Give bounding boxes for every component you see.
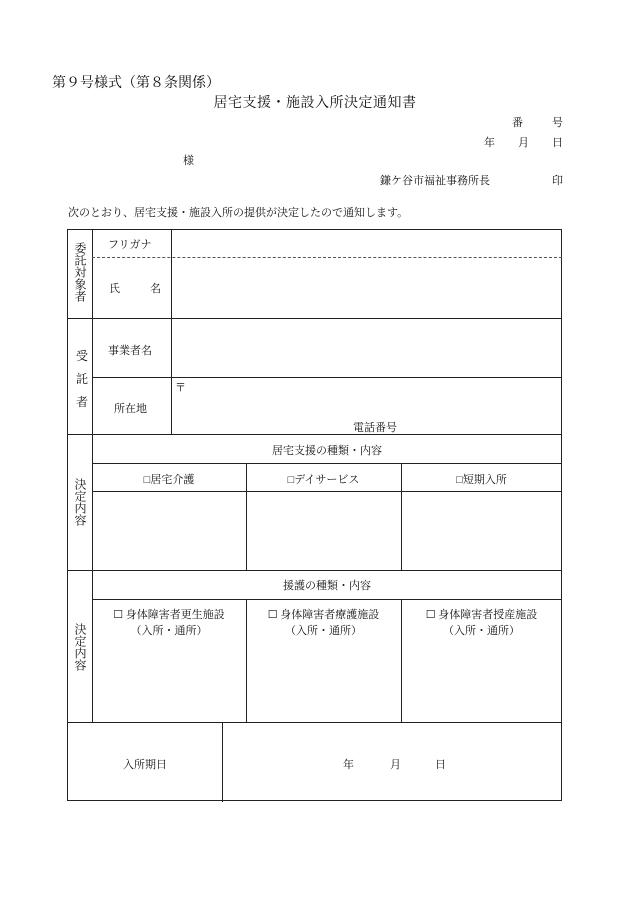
intro-text: 次のとおり、居宅支援・施設入所の提供が決定したので通知します。 — [68, 207, 409, 219]
option-nursing-facility-sub: （入所・通所） — [285, 625, 362, 637]
option-nursing-facility[interactable]: ☐ 身体障害者療護施設 — [267, 609, 380, 621]
divider — [92, 491, 562, 492]
divider — [92, 463, 562, 464]
contractor-section-label-3: 者 — [76, 395, 89, 409]
divider — [68, 722, 562, 723]
admission-year-label: 年 — [343, 759, 354, 771]
divider — [92, 318, 93, 434]
home-support-heading: 居宅支援の種類・内容 — [272, 445, 382, 457]
option-rehab-facility-sub: （入所・通所） — [130, 625, 208, 637]
form-number-label: 第９号様式（第８条関係） — [52, 76, 220, 91]
doc-number-label-2: 号 — [552, 117, 563, 129]
divider — [222, 722, 223, 802]
phone-label: 電話番号 — [353, 422, 397, 434]
contractor-section-label-1: 受 — [76, 349, 89, 363]
option-day-service[interactable]: □デイサービス — [287, 474, 360, 486]
option-workshop-facility-sub: （入所・通所） — [443, 625, 520, 637]
divider — [171, 318, 172, 434]
divider — [92, 230, 93, 318]
doc-number-label-1: 番 — [512, 117, 523, 129]
admission-date-label: 入所期日 — [123, 759, 167, 771]
admission-month-label: 月 — [390, 759, 401, 771]
divider — [68, 434, 562, 435]
divider — [92, 377, 562, 378]
admission-day-label: 日 — [435, 759, 446, 771]
facility-heading: 援護の種類・内容 — [283, 580, 371, 592]
option-home-care[interactable]: □居宅介護 — [143, 474, 195, 486]
date-day-label: 日 — [552, 137, 563, 149]
address-label: 所在地 — [114, 403, 147, 415]
seal-mark: 印 — [552, 175, 563, 187]
furigana-label: フリガナ — [108, 239, 152, 251]
divider — [68, 570, 562, 571]
issuer-name: 鎌ケ谷市福祉事務所長 — [380, 175, 490, 187]
postal-mark: 〒 — [175, 382, 186, 394]
client-section-label: 委託対象者 — [73, 242, 87, 302]
addressee-suffix: 様 — [183, 155, 194, 167]
option-short-stay[interactable]: □短期入所 — [456, 474, 507, 486]
divider — [171, 230, 172, 318]
date-month-label: 月 — [518, 137, 529, 149]
contractor-section-label-2: 託 — [76, 372, 89, 386]
divider — [92, 599, 562, 600]
decision-table — [67, 229, 562, 801]
option-workshop-facility[interactable]: ☐ 身体障害者授産施設 — [425, 609, 538, 621]
name-label-2: 名 — [150, 283, 161, 295]
home-decision-section-label: 決定内容 — [73, 478, 87, 526]
option-rehab-facility[interactable]: ☐ 身体障害者更生施設 — [113, 609, 225, 621]
facility-decision-section-label: 決定内容 — [73, 623, 87, 671]
divider — [92, 257, 562, 258]
divider — [68, 318, 562, 319]
name-label-1: 氏 — [109, 283, 120, 295]
business-name-label: 事業者名 — [108, 345, 152, 357]
document-title: 居宅支援・施設入所決定通知書 — [213, 96, 417, 111]
date-year-label: 年 — [484, 137, 495, 149]
